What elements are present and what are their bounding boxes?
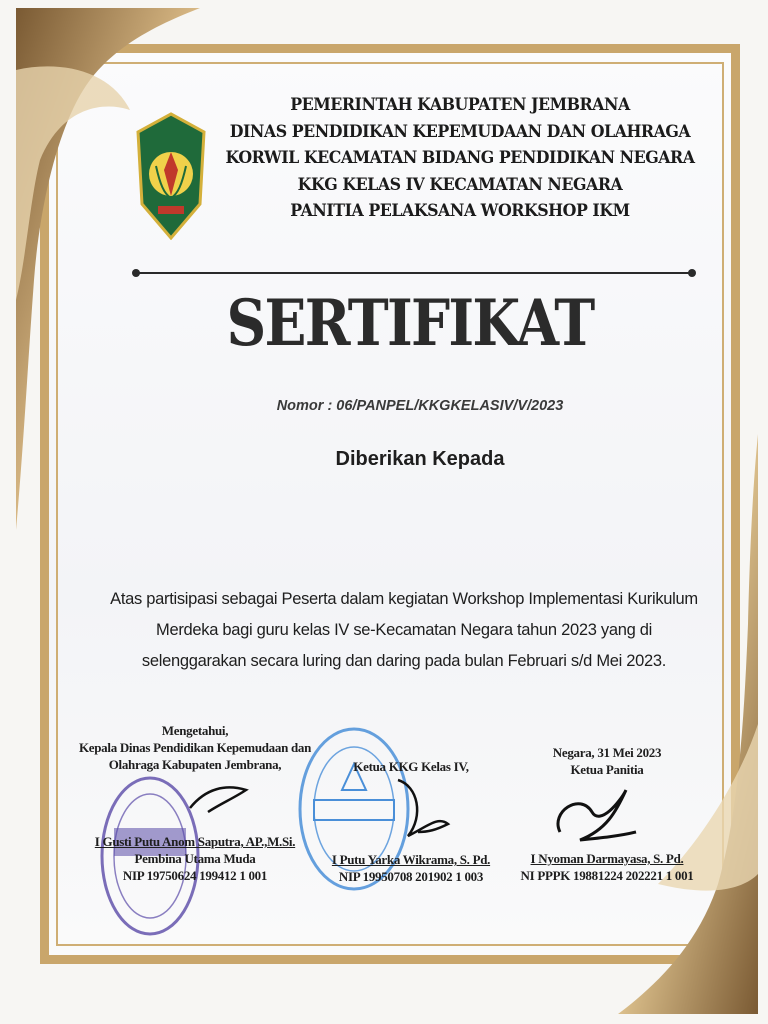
jembrana-emblem-icon [134, 112, 208, 240]
institution-header [200, 92, 720, 225]
body-line-3: selenggarakan secara luring dan daring pada bulan Februari s/d Mei 2023. [141, 652, 667, 670]
given-to-label: Diberikan Kepada [335, 448, 505, 470]
certificate-title: SERTIFIKAT [226, 286, 594, 361]
signatory-middle-position: Ketua KKG Kelas IV, [353, 759, 469, 774]
body-line-2: Merdeka bagi guru kelas IV se-Kecamatan Negara tahun 2023 yang di [156, 621, 652, 639]
signatory-left-position-2: Olahraga Kabupaten Jembrana, [108, 757, 282, 772]
signatory-right-name: I Nyoman Darmayasa, S. Pd. [530, 851, 684, 866]
signatory-right-place-date: Negara, 31 Mei 2023 [552, 745, 662, 760]
signatory-middle [316, 758, 506, 885]
signatory-middle-nip: NIP 19950708 201902 1 003 [338, 869, 484, 884]
signatory-left [78, 722, 312, 884]
header-line-3: KORWIL KECAMATAN BIDANG PENDIDIKAN NEGARA [225, 148, 695, 168]
signatory-middle-name: I Putu Yarka Wikrama, S. Pd. [331, 852, 491, 867]
certificate-number: Nomor : 06/PANPEL/KKGKELASIV/V/2023 [276, 398, 564, 414]
header-line-5: PANITIA PELAKSANA WORKSHOP IKM [290, 201, 630, 221]
signatory-left-rank: Pembina Utama Muda [134, 851, 256, 866]
signatory-right [512, 744, 702, 884]
body-line-1: Atas partisipasi sebagai Peserta dalam kegiatan Workshop Implementasi Kurikulum [110, 590, 698, 608]
signatory-left-intro: Mengetahui, [161, 723, 229, 738]
header-line-2: DINAS PENDIDIKAN KEPEMUDAAN DAN OLAHRAGA [229, 121, 691, 142]
signatory-left-nip: NIP 19750624 199412 1 001 [122, 868, 268, 883]
header-line-1: PEMERINTAH KABUPATEN JEMBRANA [290, 95, 630, 115]
gold-swirl-bottom-right [598, 424, 768, 1024]
header-divider [136, 272, 692, 274]
signatory-right-position: Ketua Panitia [570, 762, 644, 777]
header-line-4: KKG KELAS IV KECAMATAN NEGARA [297, 174, 623, 195]
signatory-left-name: I Gusti Putu Anom Saputra, AP.,M.Si. [94, 834, 296, 849]
signatory-right-nip: NI PPPK 19881224 202221 1 001 [520, 868, 694, 883]
signatory-left-position-1: Kepala Dinas Pendidikan Kepemudaan dan [78, 740, 312, 755]
certificate-body [84, 584, 724, 677]
